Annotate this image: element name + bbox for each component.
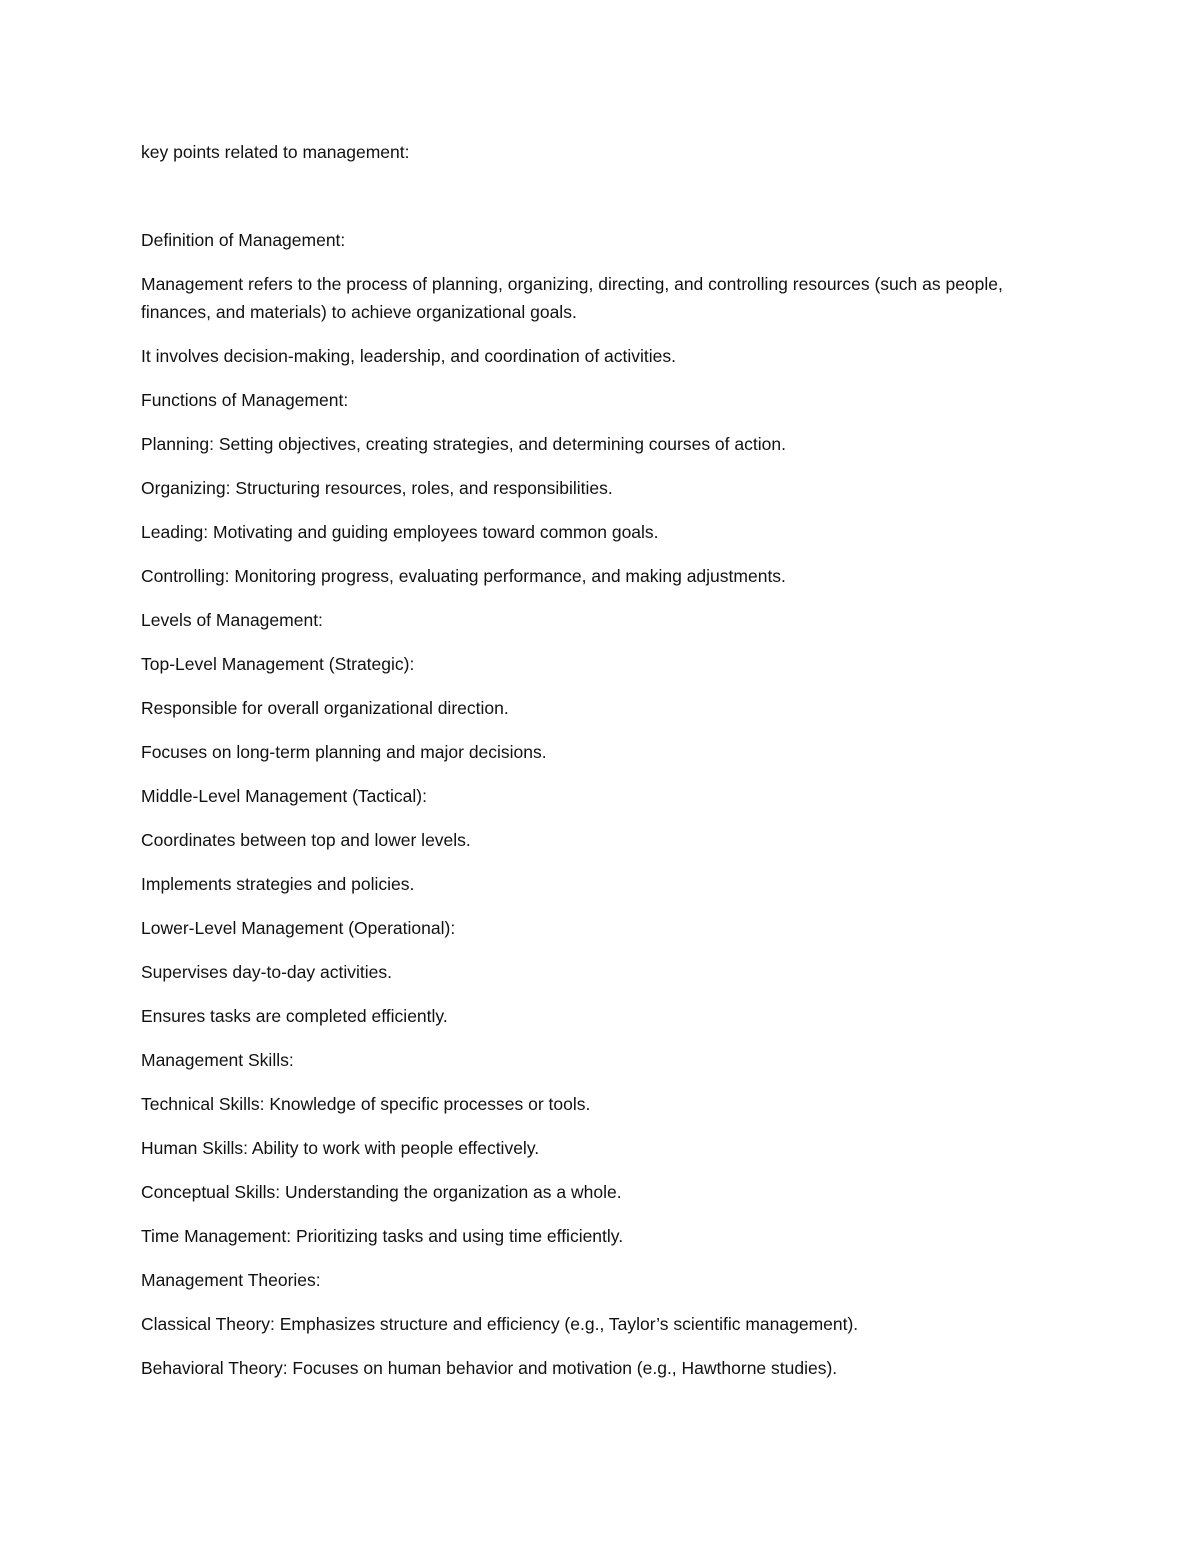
section-heading-skills: Management Skills:: [141, 1050, 294, 1070]
section-heading-theories: Management Theories:: [141, 1270, 321, 1290]
paragraph: Conceptual Skills: Understanding the organization as a whole.: [141, 1182, 622, 1202]
paragraph: Leading: Motivating and guiding employees toward common goals.: [141, 522, 659, 542]
paragraph: Classical Theory: Emphasizes structure and efficiency (e.g., Taylor’s scientific management).: [141, 1314, 859, 1334]
paragraph: Ensures tasks are completed efficiently.: [141, 1006, 448, 1026]
paragraph: Middle-Level Management (Tactical):: [141, 786, 427, 806]
paragraph: Top-Level Management (Strategic):: [141, 654, 415, 674]
document-body: [141, 138, 1061, 1398]
paragraph: Coordinates between top and lower levels.: [141, 830, 471, 850]
paragraph-definition: Management refers to the process of planning, organizing, directing, and controlling resources (such as people, finances, and materials) to achieve organizational goals.: [141, 274, 1003, 322]
paragraph: Responsible for overall organizational direction.: [141, 698, 509, 718]
paragraph: Human Skills: Ability to work with people effectively.: [141, 1138, 540, 1158]
paragraph: Lower-Level Management (Operational):: [141, 918, 456, 938]
paragraph: Time Management: Prioritizing tasks and using time efficiently.: [141, 1226, 624, 1246]
section-heading-levels: Levels of Management:: [141, 610, 323, 630]
paragraph: Technical Skills: Knowledge of specific processes or tools.: [141, 1094, 591, 1114]
intro-line: key points related to management:: [141, 142, 410, 162]
paragraph: Controlling: Monitoring progress, evaluating performance, and making adjustments.: [141, 566, 786, 586]
paragraph: It involves decision-making, leadership, and coordination of activities.: [141, 346, 677, 366]
paragraph: Focuses on long-term planning and major decisions.: [141, 742, 547, 762]
paragraph: Planning: Setting objectives, creating strategies, and determining courses of action.: [141, 434, 786, 454]
paragraph: Implements strategies and policies.: [141, 874, 415, 894]
paragraph: Behavioral Theory: Focuses on human behavior and motivation (e.g., Hawthorne studies).: [141, 1358, 838, 1378]
paragraph: Organizing: Structuring resources, roles, and responsibilities.: [141, 478, 613, 498]
section-heading-definition: Definition of Management:: [141, 230, 346, 250]
section-heading-functions: Functions of Management:: [141, 390, 349, 410]
paragraph: Supervises day-to-day activities.: [141, 962, 392, 982]
